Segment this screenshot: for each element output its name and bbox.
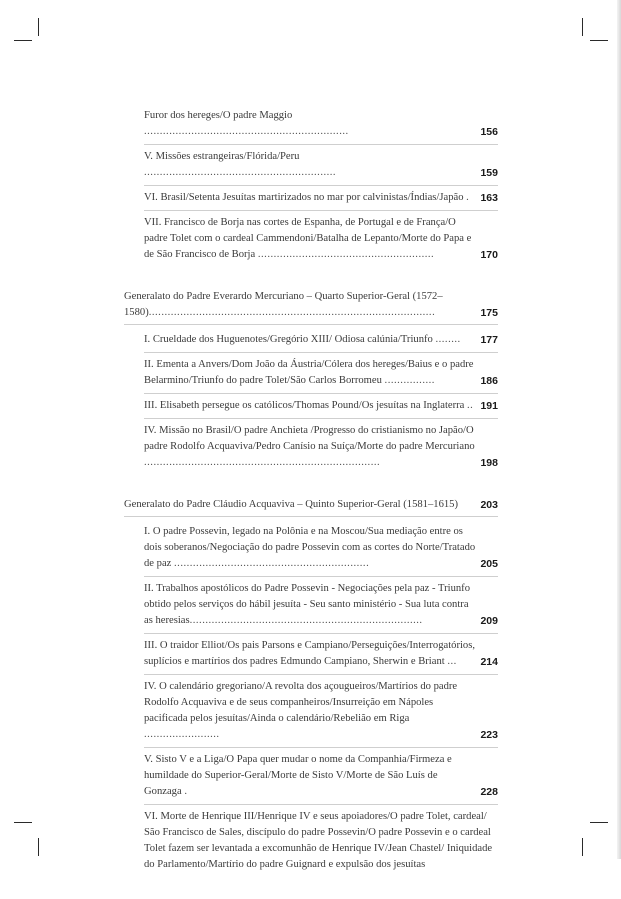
page-number: 191 xyxy=(480,400,498,412)
page-number: 170 xyxy=(480,249,498,261)
page-edge xyxy=(617,0,621,859)
crop-mark xyxy=(582,838,583,856)
crop-mark xyxy=(590,40,608,41)
toc-entry[interactable]: V. Missões estrangeiras/Flórida/Peru ............................................................. 159 xyxy=(144,149,498,186)
toc-entry[interactable]: VI. Brasil/Setenta Jesuítas martirizados no mar por calvinistas/Índias/Japão . 163 xyxy=(144,190,498,211)
crop-mark xyxy=(582,18,583,36)
crop-mark xyxy=(14,822,32,823)
toc-entry[interactable]: II. Ementa a Anvers/Dom João da Áustria/Cólera dos hereges/Baius e o padre Belarmino/Triunfo do padre Tolet/São Carlos Borromeu ................ 186 xyxy=(144,357,498,394)
page-number: 163 xyxy=(480,192,498,204)
toc-entry[interactable]: V. Sisto V e a Liga/O Papa quer mudar o nome da Companhia/Firmeza e humildade do Superior-Geral/Morte de Sisto V/Morte de São Luís de Gonzaga . 228 xyxy=(144,752,498,805)
crop-mark xyxy=(38,838,39,856)
page-number: 186 xyxy=(480,375,498,387)
toc-entry[interactable]: III. Elisabeth persegue os católicos/Thomas Pound/Os jesuítas na Inglaterra .. 191 xyxy=(144,398,498,419)
page-number: 223 xyxy=(480,729,498,741)
table-of-contents xyxy=(124,108,498,899)
toc-entry[interactable]: VI. Morte de Henrique III/Henrique IV e seus apoiadores/O padre Tolet, cardeal/ São Francisco de Sales, discípulo do padre Possevin/O padre Possevin e o cardeal Tolet fazem ser levantada a excomunhão de Henrique IV/Jean Chastel/ Iniquidade do Parlamento/Martírio do padre Guignard e expulsão dos jesuítas xyxy=(144,811,493,870)
toc-entry[interactable]: I. Crueldade dos Huguenotes/Gregório XIII/ Odiosa calúnia/Triunfo ........ 177 xyxy=(144,332,498,353)
toc-entry[interactable]: II. Trabalhos apostólicos do Padre Possevin - Negociações pela paz - Triunfo obtido pelos serviços do hábil jesuíta - Seu santo ministério - Sua luta contra as heresias.......................................................................... 209 xyxy=(144,581,498,634)
page-number: 175 xyxy=(480,307,498,319)
page-number: 228 xyxy=(480,786,498,798)
page-number: 159 xyxy=(480,167,498,179)
crop-mark xyxy=(38,18,39,36)
page-number: 203 xyxy=(480,499,498,511)
toc-entry[interactable]: IV. Missão no Brasil/O padre Anchieta /Progresso do cristianismo no Japão/O padre Rodolfo Acquaviva/Pedro Canísio na Suíça/Morte do padre Mercuriano ........................................................................... 198 xyxy=(144,425,498,469)
crop-mark xyxy=(590,822,608,823)
crop-mark xyxy=(14,40,32,41)
toc-entry[interactable]: III. O traidor Elliot/Os pais Parsons e Campiano/Perseguições/Interrogatórios, suplícios e martírios dos padres Edmundo Campiano, Sherwin e Briant ... 214 xyxy=(144,638,498,675)
toc-entry[interactable]: VII. Francisco de Borja nas cortes de Espanha, de Portugal e de França/O padre Tolet com o cardeal Cammendoni/Batalha de Lepanto/Morte do Papa e de São Francisco de Borja ........................................................ 170 xyxy=(144,217,498,261)
generalato-heading[interactable]: Generalato do Padre Everardo Mercuriano – Quarto Superior-Geral (1572–1580)........................................................................................... 175 xyxy=(124,289,498,325)
toc-section xyxy=(124,497,498,877)
toc-entry[interactable]: IV. O calendário gregoriano/A revolta dos açougueiros/Martírios do padre Rodolfo Acquaviva e de seus companheiros/Insurreição em Nápoles pacificada pelos jesuítas/Ainda o calendário/Rebelião em Riga ........................ 223 xyxy=(144,679,498,748)
page-number: 177 xyxy=(480,334,498,346)
page-number: 214 xyxy=(480,656,498,668)
page-number: 198 xyxy=(480,457,498,469)
page-number: 205 xyxy=(480,558,498,570)
toc-entry[interactable]: I. O padre Possevin, legado na Polônia e na Moscou/Sua mediação entre os dois soberanos/Negociação do padre Possevin com as cortes do Norte/Tratado de paz .............................................................. 205 xyxy=(144,524,498,577)
toc-section xyxy=(124,108,498,267)
page-number: 156 xyxy=(480,126,498,138)
toc-entry[interactable]: Furor dos hereges/O padre Maggio ................................................................. 156 xyxy=(144,108,498,145)
page-number: 209 xyxy=(480,615,498,627)
toc-section xyxy=(124,289,498,475)
generalato-heading[interactable]: Generalato do Padre Cláudio Acquaviva – Quinto Superior-Geral (1581–1615) 203 xyxy=(124,497,498,517)
